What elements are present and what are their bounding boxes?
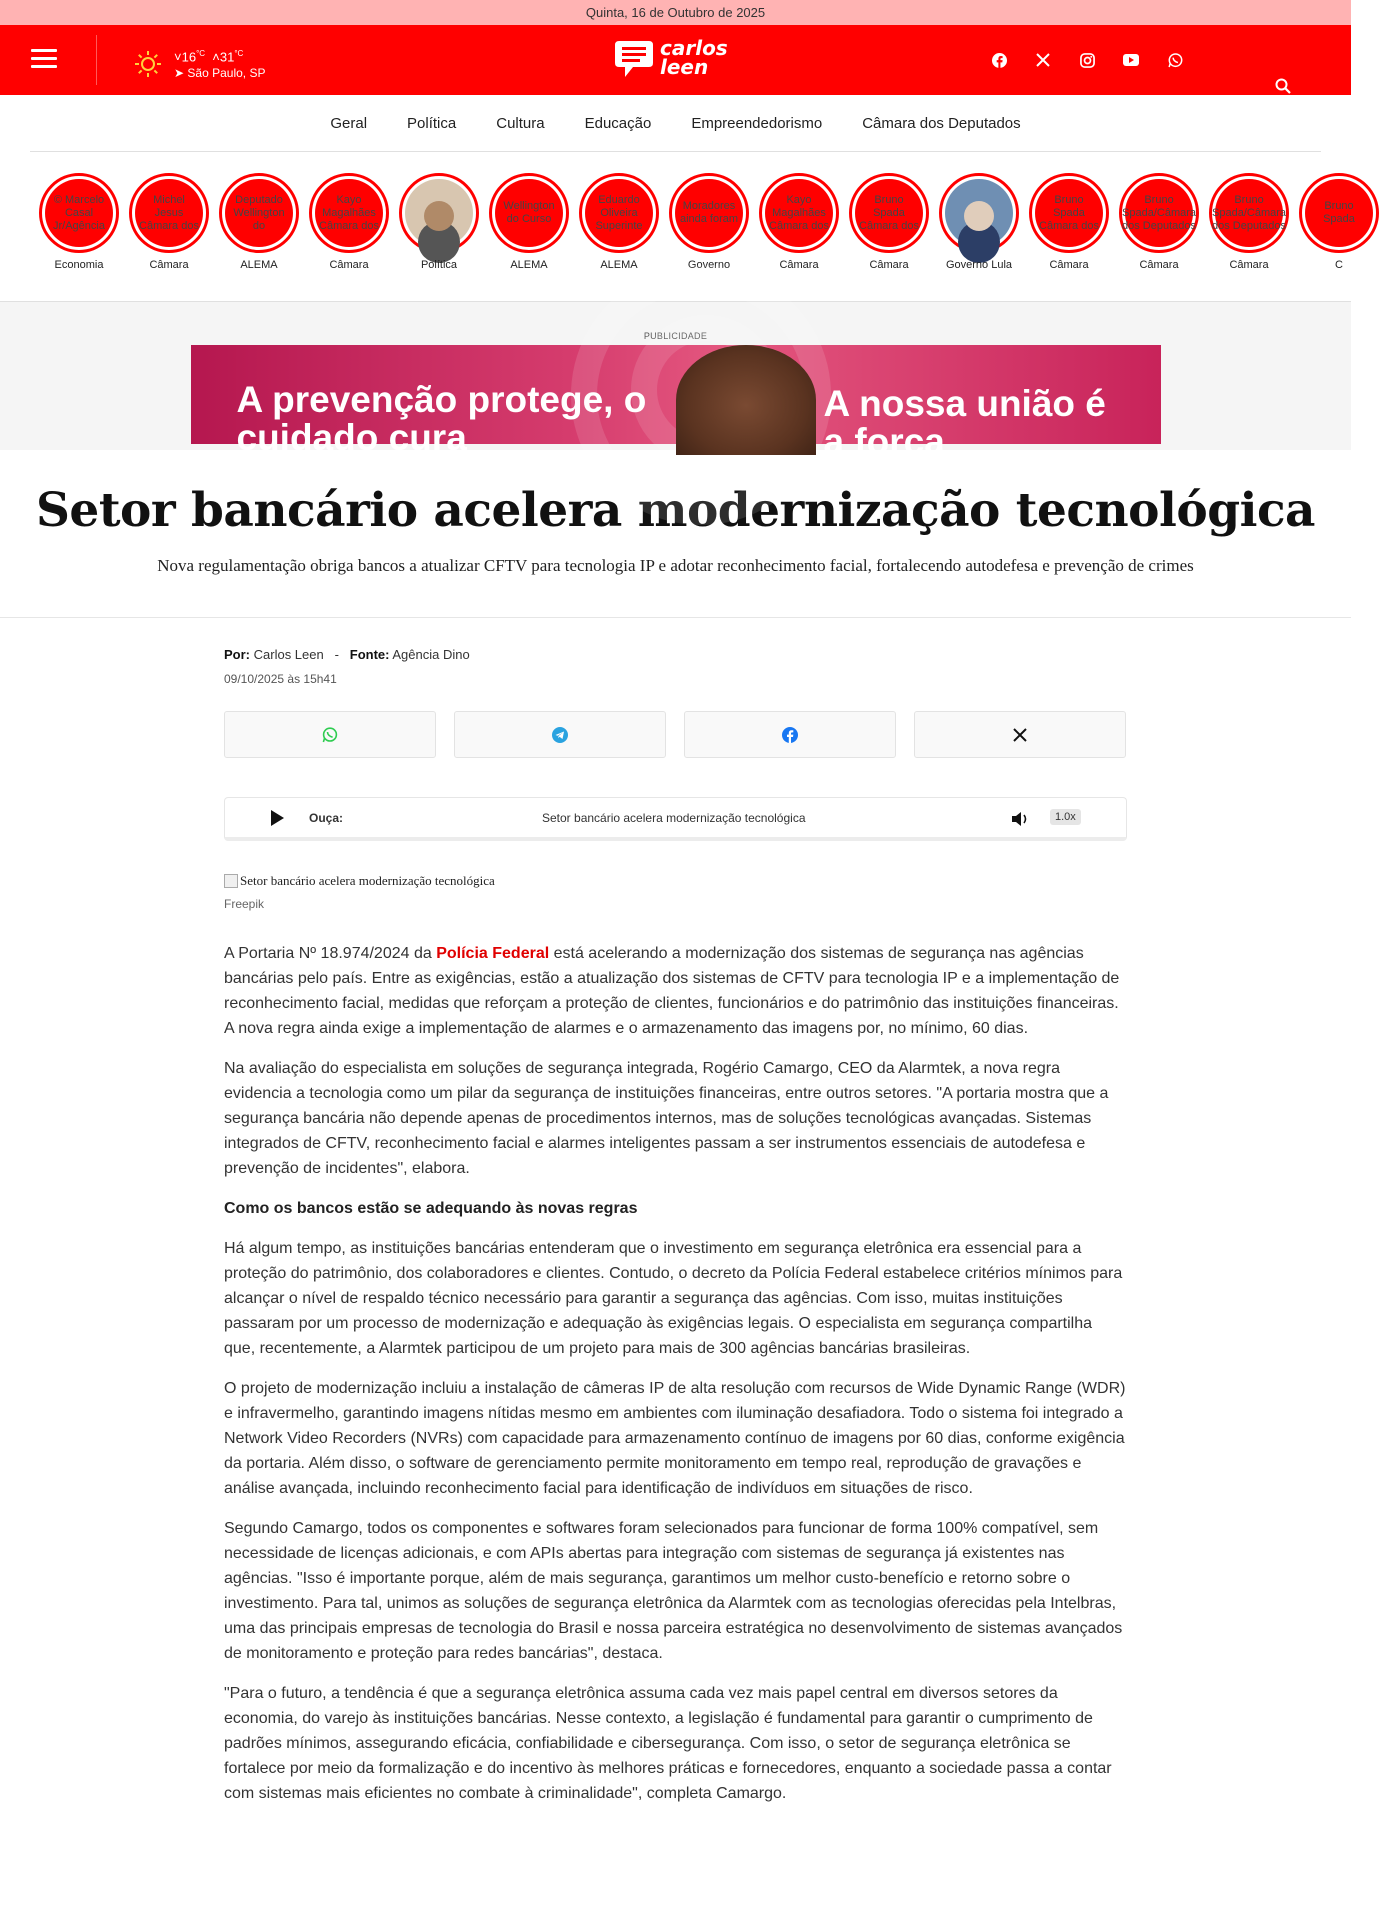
author-name[interactable]: Carlos Leen bbox=[253, 647, 324, 662]
playback-rate[interactable]: 1.0x bbox=[1050, 809, 1081, 825]
share-facebook-button[interactable] bbox=[684, 711, 896, 758]
nav-item-cultura[interactable]: Cultura bbox=[496, 114, 545, 132]
audio-player bbox=[224, 797, 1127, 841]
story-thumbnail: © Marcelo Casal Jr/Agência bbox=[45, 179, 113, 247]
story-caption: Economia bbox=[54, 259, 104, 271]
story-caption: ALEMA bbox=[240, 259, 278, 271]
story-thumbnail: Deputado Wellington do bbox=[225, 179, 293, 247]
volume-icon[interactable] bbox=[1011, 811, 1029, 827]
article-body bbox=[224, 941, 1127, 1806]
story-thumbnail: Bruno Spada/Câmara dos Deputados bbox=[1215, 179, 1283, 247]
byline bbox=[224, 647, 1127, 662]
story-ring bbox=[219, 173, 299, 253]
temp-unit: °C bbox=[234, 49, 244, 58]
story-thumbnail: Bruno Spada/Câmara dos Deputados bbox=[1125, 179, 1193, 247]
story-item[interactable] bbox=[304, 173, 394, 301]
temp-max: 31 bbox=[219, 49, 235, 65]
story-ring bbox=[489, 173, 569, 253]
broken-image-icon bbox=[224, 874, 238, 888]
story-caption: Câmara bbox=[149, 259, 189, 271]
story-item[interactable] bbox=[34, 173, 124, 301]
ad-text-left: A prevenção protege, o cuidado cura bbox=[236, 379, 647, 458]
story-ring bbox=[39, 173, 119, 253]
story-caption: Câmara bbox=[1139, 259, 1179, 271]
story-caption: C bbox=[1335, 259, 1343, 271]
story-thumbnail: Kayo Magalhães Câmara dos bbox=[315, 179, 383, 247]
story-ring bbox=[1029, 173, 1109, 253]
logo-line1: carlos bbox=[660, 36, 728, 60]
story-item[interactable] bbox=[124, 173, 214, 301]
story-item[interactable] bbox=[1204, 173, 1294, 301]
story-person-photo bbox=[964, 201, 994, 231]
share-x-button[interactable] bbox=[914, 711, 1126, 758]
weather-widget bbox=[134, 45, 265, 82]
ad-text-right: A nossa união é a força bbox=[823, 383, 1106, 462]
story-ring bbox=[849, 173, 929, 253]
social-links bbox=[990, 51, 1184, 69]
date-bar bbox=[0, 0, 1351, 25]
story-ring bbox=[1209, 173, 1289, 253]
story-thumbnail: Bruno Spada bbox=[1305, 179, 1373, 247]
location-arrow-icon: ➤ bbox=[174, 66, 185, 81]
article-body-wrap bbox=[224, 647, 1127, 1806]
nav-item-geral[interactable]: Geral bbox=[330, 114, 368, 132]
x-twitter-icon[interactable] bbox=[1034, 51, 1052, 69]
share-buttons bbox=[224, 711, 1127, 758]
section-heading: Como os bancos estão se adequando às novas regras bbox=[224, 1200, 638, 1217]
logo-line2: leen bbox=[660, 55, 709, 79]
story-ring bbox=[309, 173, 389, 253]
story-thumbnail: Bruno Spada Câmara dos bbox=[1035, 179, 1103, 247]
story-thumbnail: Bruno Spada Câmara dos bbox=[855, 179, 923, 247]
x-twitter-icon bbox=[1013, 728, 1027, 742]
story-caption: ALEMA bbox=[600, 259, 638, 271]
story-caption: Governo Lula bbox=[945, 259, 1013, 271]
story-ring bbox=[579, 173, 659, 253]
nav-item-camara[interactable]: Câmara dos Deputados bbox=[862, 114, 1021, 132]
article-subtitle: Nova regulamentação obriga bancos a atualizar CFTV para tecnologia IP e adotar reconhecimento facial, fortalecendo autodefesa e prevenção de crimes bbox=[157, 556, 1194, 575]
paragraph-3: Há algum tempo, as instituições bancárias entenderam que o investimento em segurança eletrônica era essencial para a proteção do patrimônio, dos colaboradores e clientes. Contudo, o decreto da Polícia Federal estabelece critérios mínimos para alcançar o nível de respaldo técnico necessário para garantir a segurança das agências. Com isso, muitas instituições passaram por um processo de modernização e adequação às exigências legais. O especialista em segurança compartilha que, recentemente, a Alarmtek participou de um projeto para mais de 300 agências bancárias brasileiras. bbox=[224, 1240, 1123, 1357]
site-header bbox=[0, 25, 1351, 95]
story-ring bbox=[1299, 173, 1379, 253]
paragraph-1 bbox=[224, 941, 1127, 1041]
p1-text-start: A Portaria Nº 18.974/2024 da bbox=[224, 945, 437, 962]
telegram-icon bbox=[552, 727, 568, 743]
story-item[interactable] bbox=[1024, 173, 1114, 301]
publish-date: 09/10/2025 às 15h41 bbox=[224, 672, 337, 686]
story-thumbnail: Kayo Magalhães Câmara dos bbox=[765, 179, 833, 247]
paragraph-2: Na avaliação do especialista em soluções de segurança integrada, Rogério Camargo, CEO da Alarmtek, a nova regra evidencia a tecnologia como um pilar da segurança de instituições financeiras, entre outros setores. "A portaria mostra que a segurança bancária não depende apenas de procedimentos internos, mas de soluções tecnológicas avançadas. Sistemas integrados de CFTV, reconhecimento facial e alarmes inteligentes passam a ser instrumentos essenciais de autodefesa e prevenção de incidentes", elabora. bbox=[224, 1060, 1109, 1177]
ad-banner[interactable] bbox=[191, 345, 1161, 462]
story-thumbnail: Moradores ainda foram bbox=[675, 179, 743, 247]
header-divider bbox=[96, 35, 97, 85]
story-ring bbox=[129, 173, 209, 253]
story-ring bbox=[759, 173, 839, 253]
main-nav bbox=[30, 95, 1321, 152]
story-ring bbox=[669, 173, 749, 253]
story-item[interactable] bbox=[214, 173, 304, 301]
story-caption: ALEMA bbox=[510, 259, 548, 271]
share-whatsapp-button[interactable] bbox=[224, 711, 436, 758]
story-caption: Governo bbox=[687, 259, 731, 271]
whatsapp-icon bbox=[322, 727, 338, 743]
play-icon[interactable] bbox=[271, 810, 284, 826]
story-item[interactable] bbox=[754, 173, 844, 301]
story-thumbnail bbox=[945, 179, 1013, 247]
ad-section bbox=[0, 302, 1351, 462]
chat-logo-icon bbox=[612, 35, 656, 81]
story-ring bbox=[1119, 173, 1199, 253]
paragraph-5: Segundo Camargo, todos os componentes e softwares foram selecionados para funcionar de forma 100% compatível, sem necessidade de licenças adicionais, e com APIs abertas para integração com sistemas de segurança já existentes nas agências. "Isso é importante porque, além de mais segurança, garantimos um melhor custo-benefício e retorno sobre o investimento. Para tal, unimos as soluções de segurança eletrônica da Alarmtek com as tecnologias oferecidas pela Intelbras, uma das principais empresas de tecnologia do Brasil e nossa parceira estratégica no desenvolvimento de sistemas avançados de monitoramento e proteção para redes bancárias", destaca. bbox=[224, 1520, 1123, 1662]
facebook-icon bbox=[782, 727, 798, 743]
story-caption: Câmara bbox=[1229, 259, 1269, 271]
paragraph-4: O projeto de modernização incluiu a instalação de câmeras IP de alta resolução com recursos de Wide Dynamic Range (WDR) e infravermelho, garantindo imagens nítidas mesmo em ambientes com iluminação desafiadora. Todo o sistema foi integrado a Network Video Recorders (NVRs) com capacidade para armazenamento contínuo de imagens por 60 dias, conforme exigência da portaria. Além disso, o software de gerenciamento permite monitoramento em tempo real, reprodução de gravações e análise avançada, incluindo reconhecimento facial para identificação de indivíduos em situações de risco. bbox=[224, 1380, 1126, 1497]
temp-min-icon: ˅ bbox=[174, 49, 182, 65]
story-thumbnail bbox=[405, 179, 473, 247]
facebook-icon[interactable] bbox=[990, 51, 1008, 69]
author-label: Por: bbox=[224, 647, 250, 662]
story-item[interactable] bbox=[394, 173, 484, 301]
menu-icon[interactable] bbox=[31, 49, 57, 69]
story-thumbnail: Eduardo Oliveira Superinte bbox=[585, 179, 653, 247]
nav-item-politica[interactable]: Política bbox=[407, 114, 457, 132]
story-caption: Câmara bbox=[779, 259, 819, 271]
story-caption: Câmara bbox=[1049, 259, 1089, 271]
ad-label: PUBLICIDADE bbox=[643, 331, 708, 341]
temp-max-icon: ˄ bbox=[212, 49, 220, 65]
youtube-icon[interactable] bbox=[1122, 51, 1140, 69]
story-caption: Política bbox=[420, 259, 458, 271]
temp-min: 16 bbox=[181, 49, 197, 65]
search-icon[interactable] bbox=[1275, 78, 1291, 99]
story-item[interactable] bbox=[844, 173, 934, 301]
image-credit: Freepik bbox=[224, 897, 265, 911]
story-ring bbox=[399, 173, 479, 253]
current-date: Quinta, 16 de Outubro de 2025 bbox=[585, 5, 766, 20]
p1-text-end: está acelerando a modernização dos sistemas de segurança nas agências bancárias pelo país. Entre as exigências, estão a atualização dos sistemas de CFTV para tecnologia IP e a implementação de reconhecimento facial, medidas que reforçam a proteção de clientes, funcionários e do patrimônio das instituições financeiras. A nova regra ainda exige a implementação de alarmes e o armazenamento das imagens por, no mínimo, 60 dias. bbox=[224, 945, 1120, 1037]
player-label: Ouça: bbox=[309, 810, 344, 825]
story-ring bbox=[939, 173, 1019, 253]
nav-item-empreendedorismo[interactable]: Empreendedorismo bbox=[691, 114, 823, 132]
story-item[interactable] bbox=[484, 173, 574, 301]
share-telegram-button[interactable] bbox=[454, 711, 666, 758]
story-item[interactable] bbox=[1114, 173, 1204, 301]
instagram-icon[interactable] bbox=[1078, 51, 1096, 69]
story-caption: Câmara bbox=[329, 259, 369, 271]
weather-location: São Paulo, SP bbox=[187, 66, 266, 81]
paragraph-6: "Para o futuro, a tendência é que a segurança eletrônica assuma cada vez mais papel central em diversos setores da economia, do varejo às instituições bancárias. Nesse contexto, a legislação é fundamental para garantir o cumprimento de padrões mínimos, assegurando eficácia, confiabilidade e cibersegurança. Com isso, o setor de segurança eletrônica se fortalece por meio da formalização e do incentivo às melhores práticas e fornecedores, enquanto a sociedade passa a contar com sistemas mais eficientes no combate à criminalidade", completa Camargo. bbox=[224, 1685, 1112, 1802]
byline-separator: - bbox=[334, 647, 339, 662]
policia-federal-link[interactable]: Polícia Federal bbox=[436, 945, 550, 962]
story-item[interactable] bbox=[934, 173, 1024, 301]
nav-item-educacao[interactable]: Educação bbox=[584, 114, 652, 132]
story-item[interactable] bbox=[1294, 173, 1384, 301]
ad-person-image bbox=[676, 345, 816, 455]
story-thumbnail: Michel Jesus Câmara dos bbox=[135, 179, 203, 247]
story-person-photo bbox=[424, 201, 454, 231]
temp-unit: °C bbox=[196, 49, 206, 58]
whatsapp-icon[interactable] bbox=[1166, 51, 1184, 69]
story-thumbnail: Wellington do Curso bbox=[495, 179, 563, 247]
source-label: Fonte: bbox=[349, 647, 390, 662]
site-logo[interactable] bbox=[612, 35, 728, 81]
article-image-alt: Setor bancário acelera modernização tecnológica bbox=[240, 873, 495, 888]
source-name: Agência Dino bbox=[392, 647, 470, 662]
article-title: Setor bancário acelera modernização tecnológica bbox=[35, 483, 1316, 538]
article-image bbox=[224, 873, 1127, 889]
story-caption: Câmara bbox=[869, 259, 909, 271]
player-title: Setor bancário acelera modernização tecnológica bbox=[542, 810, 806, 825]
sun-icon bbox=[134, 50, 162, 78]
